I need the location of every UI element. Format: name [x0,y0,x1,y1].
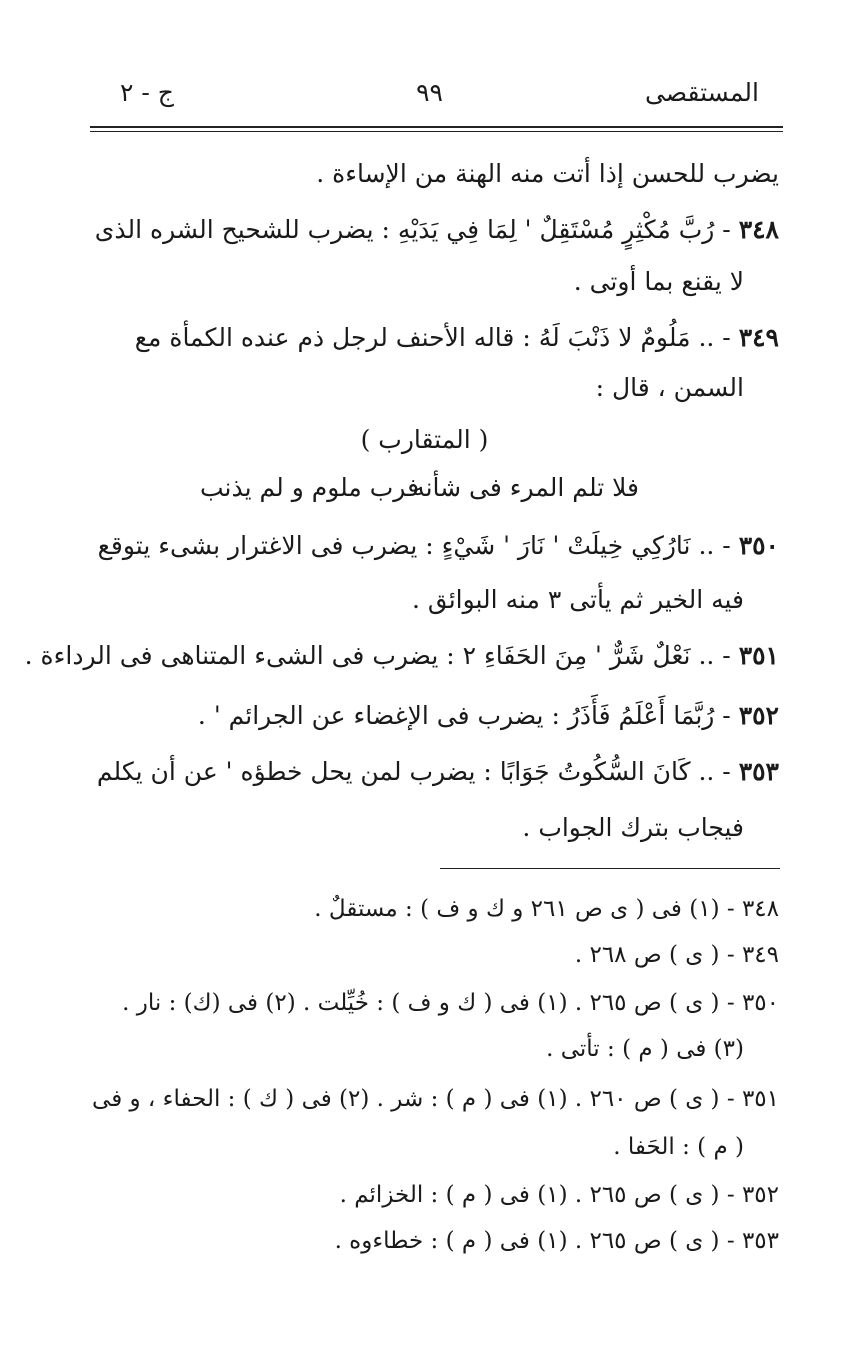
entry-text: - رُبَّ مُكْثِرٍ مُسْتَقِلٌ ' لِمَا فِي يَدَيْهِ : يضرب للشحيح الشره الذى [94,215,731,244]
verse-second-hemistich: فرب ملوم و لم يذنب [200,473,420,502]
entry-349 [135,318,779,358]
footnote-351-continuation: ( م ) : الحَفا . [613,1134,744,1160]
entry-348 [95,210,779,250]
entry-number: ٣٥٢ [738,701,779,730]
footnote-353: ٣٥٣ - ( ى ) ص ٢٦٥ . (١) فى ( م ) : خطاءوه . [334,1228,779,1254]
entry-text: - .. كَانَ السُّكُوتُ جَوَابًا : يضرب لمن يحل خطؤه ' عن أن يكلم [96,757,731,786]
volume-label: ج - ٢ [120,78,174,107]
header-rule [90,126,783,132]
entry-353 [97,752,779,792]
book-title: المستقصى [644,78,759,107]
footnote-349: ٣٤٩ - ( ى ) ص ٢٦٨ . [574,942,779,968]
entry-number: ٣٥٣ [738,757,779,786]
entry-348-continuation: لا يقنع بما أوتى . [573,267,744,296]
entry-text: - .. نَعْلٌ شَرٌّ ' مِنَ الحَفَاءِ ٢ : يضرب فى الشىء المتناهى فى الرداءة . [24,641,731,670]
entry-350 [98,526,779,566]
entry-number: ٣٤٨ [738,215,779,244]
entry-353-continuation: فيجاب بترك الجواب . [522,813,744,842]
entry-number: ٣٤٩ [738,323,779,352]
entry-351 [25,636,779,676]
meter-label: ( المتقارب ) [360,425,489,454]
entry-number: ٣٥١ [738,641,779,670]
entry-text: - .. مَلُومٌ لا ذَنْبَ لَهُ : قاله الأحنف لرجل ذم عنده الكمأة مع [134,323,731,352]
entry-350-continuation: فيه الخير ثم يأتى ٣ منه البوائق . [411,585,744,614]
footnote-350: ٣٥٠ - ( ى ) ص ٢٦٥ . (١) فى ( ك و ف ) : خُيِّلت . (٢) فى (ك) : نار . [122,990,779,1016]
entry-number: ٣٥٠ [738,531,779,560]
body-line: يضرب للحسن إذا أتت منه الهنة من الإساءة . [316,159,779,188]
entry-text: - .. نَارُكِي خِيلَتْ ' نَارَ ' شَيْءٍ : يضرب فى الاغترار بشىء يتوقع [97,531,731,560]
footnote-352: ٣٥٢ - ( ى ) ص ٢٦٥ . (١) فى ( م ) : الخزائم . [339,1182,779,1208]
verse-first-hemistich: فلا تلم المرء فى شأنه [412,473,639,502]
running-header [100,78,759,118]
entry-349-continuation: السمن ، قال : [595,373,744,402]
entry-352 [198,696,779,736]
footnote-separator [440,868,780,869]
page-number: ٩٩ [416,78,443,107]
footnote-351: ٣٥١ - ( ى ) ص ٢٦٠ . (١) فى ( م ) : شر . (٢) فى ( ك ) : الحفاء ، و فى [92,1086,779,1112]
footnote-350-continuation: (٣) فى ( م ) : تأتى . [546,1036,744,1062]
footnote-348: ٣٤٨ - (١) فى ( ى ص ٢٦١ و ك و ف ) : مستقلٌ . [314,896,779,922]
entry-text: - رُبَّمَا أَعْلَمُ فَأَذَرُ : يضرب فى الإغضاء عن الجرائم ' . [197,701,731,730]
